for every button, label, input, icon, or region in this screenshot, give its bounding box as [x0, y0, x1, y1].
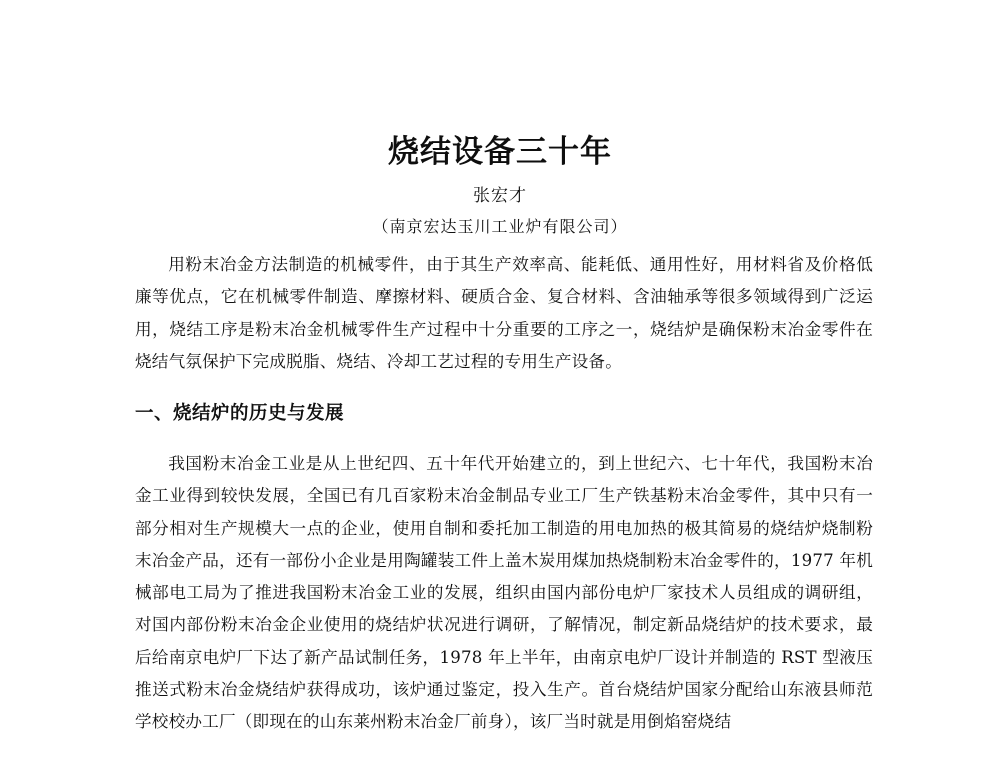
- author-name: 张宏才: [473, 186, 527, 206]
- section-heading: 一、烧结炉的历史与发展: [135, 403, 345, 424]
- article-title: 烧结设备三十年: [388, 134, 612, 170]
- intro-paragraph: 用粉末冶金方法制造的机械零件，由于其生产效率高、能耗低、通用性好，用材料省及价格低廉等优点，它在机械零件制造、摩擦材料、硬质合金、复合材料、含油轴承等很多领域得到广泛运用，烧结工序是粉末冶金机械零件生产过程中十分重要的工序之一，烧结炉是确保粉末冶金零件在烧结气氛保护下完成脱脂、烧结、冷却工艺过程的专用生产设备。: [135, 255, 873, 371]
- section-paragraph: 我国粉末冶金工业是从上世纪四、五十年代开始建立的，到上世纪六、七十年代，我国粉末冶金工业得到较快发展，全国已有几百家粉末冶金制品专业工厂生产铁基粉末冶金零件，其中只有一部分相对生产规模大一点的企业，使用自制和委托加工制造的用电加热的极其简易的烧结炉烧制粉末冶金产品，还有一部份小企业是用陶罐装工件上盖木炭用煤加热烧制粉末冶金零件的，1977 年机械部电工局为了推进我国粉末冶金工业的发展，组织由国内部份电炉厂家技术人员组成的调研组，对国内部份粉末冶金企业使用的烧结炉状况进行调研，了解情况，制定新品烧结炉的技术要求，最后给南京电炉厂下达了新产品试制任务，1978 年上半年，由南京电炉厂设计并制造的 RST 型液压推送式粉末冶金烧结炉获得成功，该炉通过鉴定，投入生产。首台烧结炉国家分配给山东液县师范学校校办工厂（即现在的山东莱州粉末冶金厂前身），该厂当时就是用倒焰窑烧结: [135, 454, 873, 732]
- author-affiliation: （南京宏达玉川工业炉有限公司）: [372, 217, 628, 236]
